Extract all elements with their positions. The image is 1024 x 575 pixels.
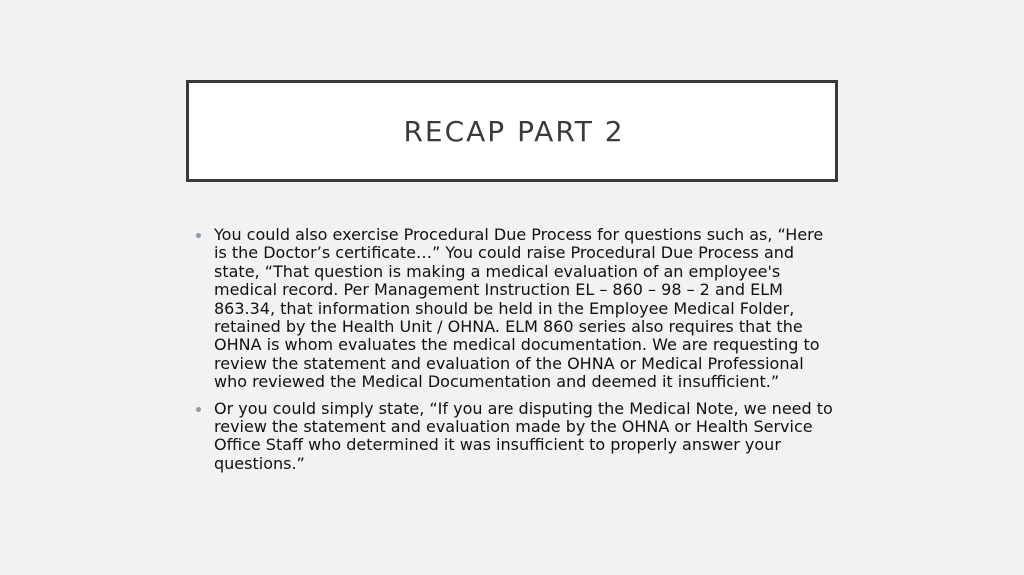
bullet-text: You could also exercise Procedural Due Process for questions such as, “Here is the Doctor’s certificate…” You could raise Procedural Due Process and state, “That question is making a medical evaluation of an employee's medical record. Per Management Instruction EL – 860 – 98 – 2 and ELM 863.34, that information should be held in the Employee Medical Folder, retained by the Health Unit / OHNA. ELM 860 series also requires that the OHNA is whom evaluates the medical documentation. We are requesting to review the statement and evaluation of the OHNA or Medical Professional who reviewed the Medical Documentation and deemed it insufficient.” [214, 225, 824, 392]
bullet-icon [196, 407, 201, 412]
bullet-list [196, 226, 836, 481]
bullet-item [196, 226, 836, 392]
bullet-text: Or you could simply state, “If you are disputing the Medical Note, we need to review the statement and evaluation made by the OHNA or Health Service Office Staff who determined it was insufficient to properly answer your questions.” [214, 398, 833, 473]
slide-title: RECAP PART 2 [403, 114, 625, 148]
title-box [186, 80, 838, 182]
bullet-item [196, 400, 836, 474]
bullet-icon [196, 233, 201, 238]
